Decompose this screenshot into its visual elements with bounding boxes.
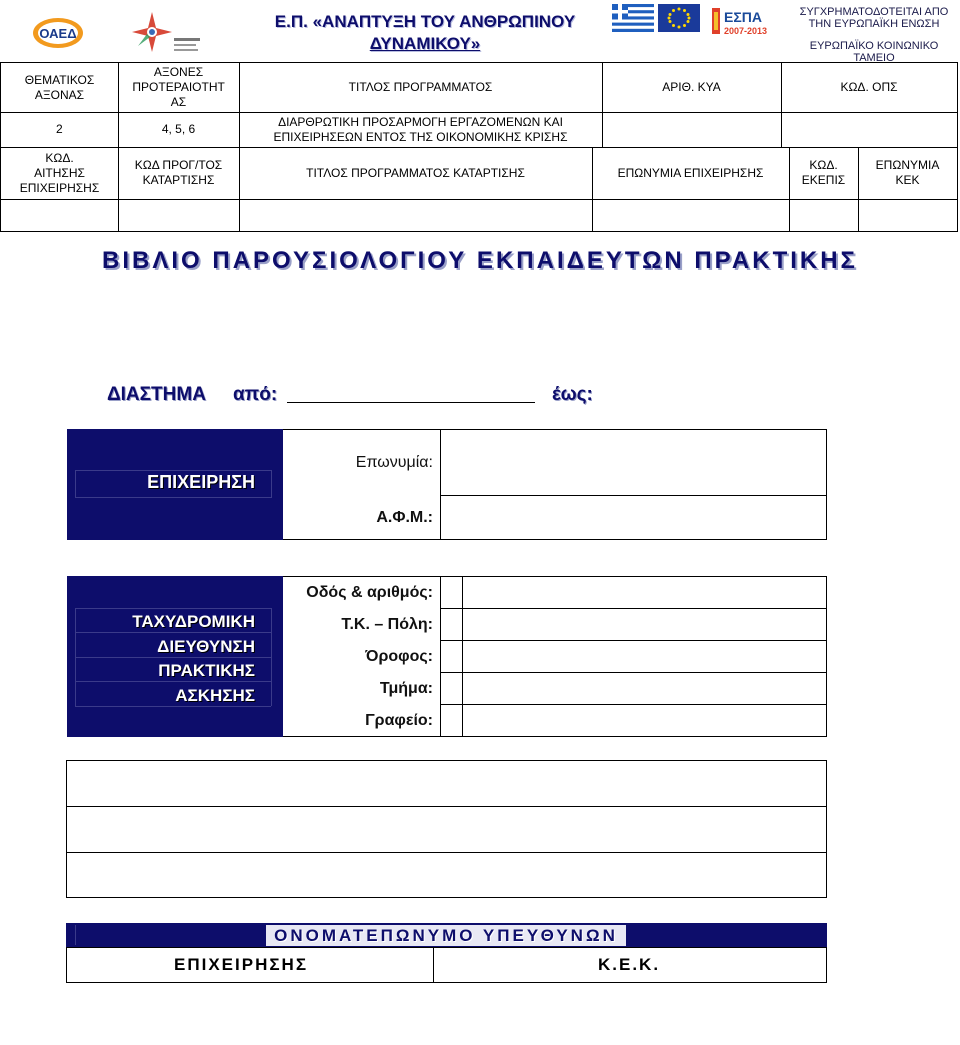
thematic-axis-header: ΘΕΜΑΤΙΚΟΣ ΑΞΟΝΑΣ (24, 72, 95, 102)
office-label: Γραφείο: (365, 712, 433, 729)
period-to-label: έως: (552, 384, 593, 405)
address-heading-line2: ΔΙΕΥΘΥΝΣΗ (157, 636, 255, 656)
document-title: ΒΙΒΛΙΟ ΠΑΡΟΥΣΙΟΛΟΓΙΟΥ ΕΚΠΑΙΔΕΥΤΩΝ ΠΡΑΚΤΙΚΗΣ (102, 247, 858, 274)
address-heading-line4: ΑΣΚΗΣΗΣ (175, 685, 255, 705)
program-title-value: ΔΙΑΡΘΡΩΤΙΚΗ ΠΡΟΣΑΡΜΟΓΗ ΕΡΓΑΖΟΜΕΝΩΝ ΚΑΙ ΕΠΙΧΕΙΡΗΣΕΩΝ ΕΝΤΟΣ ΤΗΣ ΟΙΚΟΝΟΜΙΚΗΣ ΚΡΙΣΗΣ (273, 114, 568, 144)
period-label: ΔΙΑΣΤΗΜΑ (107, 384, 206, 405)
application-code-header: ΚΩΔ. ΑΙΤΗΣΗΣ ΕΠΙΧΕΙΡΗΣΗΣ (19, 150, 100, 195)
company-name-label: Επωνυμία: (355, 454, 433, 471)
svg-text:2007-2013: 2007-2013 (724, 26, 768, 36)
oaed-logo (32, 16, 84, 50)
cofinance-line4: ΤΑΜΕΙΟ (853, 52, 895, 64)
strategy-logo (128, 8, 202, 58)
kya-number-header: ΑΡΙΘ. ΚΥΑ (662, 80, 721, 94)
program-info-table (0, 62, 958, 232)
cofinance-line1: ΣΥΓΧΡΗΜΑΤΟΔΟΤΕΙΤΑΙ ΑΠΟ (799, 6, 949, 18)
svg-text:ΟΑΕΔ: ΟΑΕΔ (39, 26, 77, 41)
kek-supervisor-label: Κ.Ε.Κ. (598, 955, 661, 974)
supervisors-heading: ΟΝΟΜΑΤΕΠΩΝΥΜΟ ΥΠΕΥΘΥΝΩΝ (266, 925, 626, 946)
program-title-line2: ΔΥΝΑΜΙΚΟΥ» (369, 34, 481, 53)
floor-label: Όροφος: (365, 648, 433, 665)
notes-row-1[interactable] (67, 761, 826, 805)
floor-field[interactable] (463, 641, 826, 671)
street-field[interactable] (463, 577, 826, 607)
zip-city-field[interactable] (463, 609, 826, 639)
program-title-line1: Ε.Π. «ΑΝΑΠΤΥΞΗ ΤΟΥ ΑΝΘΡΩΠΙΝΟΥ (274, 12, 576, 31)
ops-code-header: ΚΩΔ. ΟΠΣ (840, 80, 898, 94)
address-heading (75, 610, 255, 708)
espa-logo (712, 4, 772, 38)
eu-flag-icon (658, 4, 700, 32)
department-field[interactable] (463, 673, 826, 703)
ekepis-code-header: ΚΩΔ. ΕΚΕΠΙΣ (801, 158, 846, 187)
company-name-field[interactable] (441, 430, 826, 494)
notes-row-2[interactable] (67, 807, 826, 851)
cofinance-line2: ΤΗΝ ΕΥΡΩΠΑΪΚΗ ΕΝΩΣΗ (808, 18, 940, 30)
program-title-header: ΤΙΤΛΟΣ ΠΡΟΓΡΑΜΜΑΤΟΣ (348, 80, 493, 94)
thematic-axis-value: 2 (56, 122, 63, 136)
department-label: Τμήμα: (379, 680, 433, 697)
address-heading-line3: ΠΡΑΚΤΙΚΗΣ (158, 661, 255, 680)
program-title (260, 10, 590, 56)
period-from-field[interactable] (287, 402, 535, 403)
period-from-label: από: (233, 384, 278, 405)
office-field[interactable] (463, 705, 826, 736)
company-heading: ΕΠΙΧΕΙΡΗΣΗ (147, 472, 255, 492)
priority-axes-header: ΑΞΟΝΕΣ ΠΡΟΤΕΡΑΙΟΤΗΤ ΑΣ (132, 65, 225, 109)
company-afm-label: Α.Φ.Μ.: (376, 509, 433, 526)
greek-flag-icon (612, 4, 654, 32)
address-heading-line1: ΤΑΧΥΔΡΟΜΙΚΗ (132, 612, 255, 631)
company-supervisor-label: ΕΠΙΧΕΙΡΗΣΗΣ (174, 955, 309, 974)
street-label: Οδός & αριθμός: (306, 584, 433, 601)
zip-city-label: Τ.Κ. – Πόλη: (341, 616, 433, 633)
training-program-title-header: ΤΙΤΛΟΣ ΠΡΟΓΡΑΜΜΑΤΟΣ ΚΑΤΑΡΤΙΣΗΣ (306, 165, 525, 180)
training-program-code-header: ΚΩΔ ΠΡΟΓ/ΤΟΣ ΚΑΤΑΡΤΙΣΗΣ (134, 158, 223, 187)
kek-name-header: ΕΠΩΝΥΜΙΑ ΚΕΚ (875, 158, 940, 187)
cofinance-note (790, 6, 958, 64)
cofinance-line3: ΕΥΡΩΠΑΪΚΟ ΚΟΙΝΩΝΙΚΟ (809, 40, 939, 52)
priority-axes-value: 4, 5, 6 (161, 122, 196, 136)
svg-text:ΕΣΠΑ: ΕΣΠΑ (724, 9, 762, 25)
company-name-header: ΕΠΩΝΥΜΙΑ ΕΠΙΧΕΙΡΗΣΗΣ (617, 165, 764, 180)
notes-row-3[interactable] (67, 853, 826, 897)
company-afm-field[interactable] (441, 496, 826, 539)
